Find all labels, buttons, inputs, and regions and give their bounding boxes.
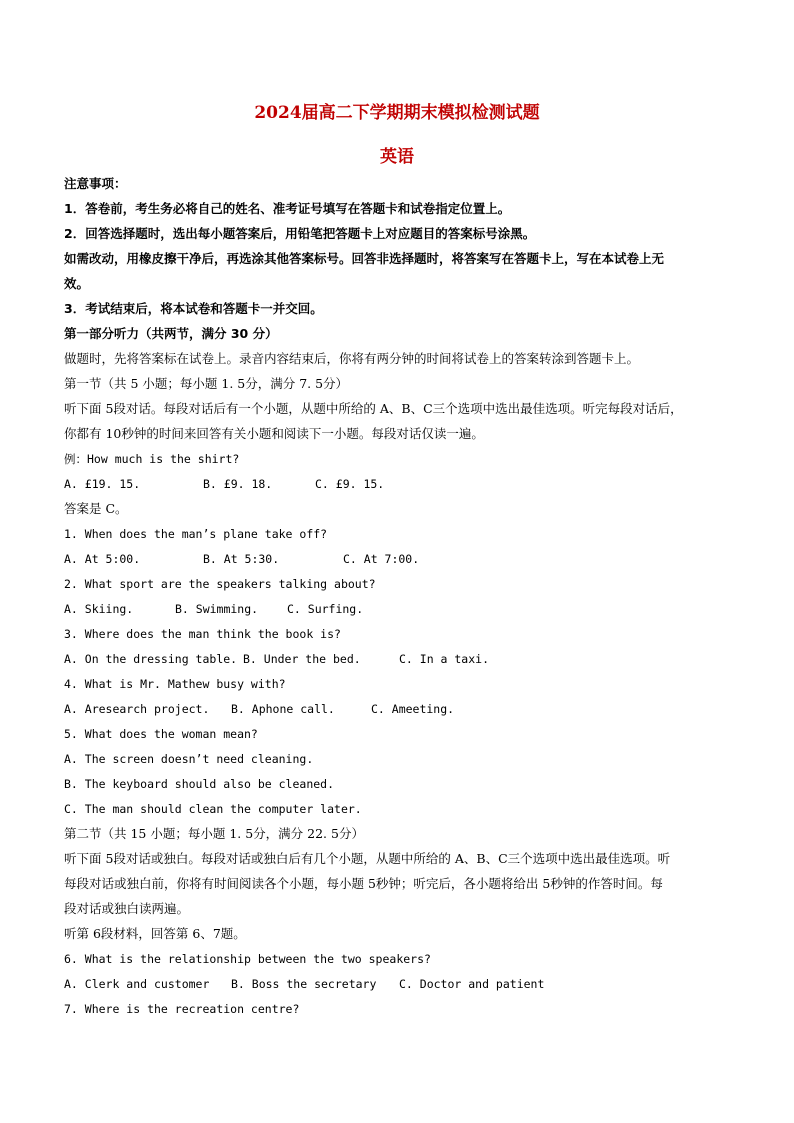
example-answer: 答案是 C。 — [64, 501, 128, 516]
note-item: 2．回答选择题时，选出每小题答案后，用铅笔把答题卡上对应题目的答案标号涂黑。 — [64, 226, 536, 241]
section2-instruction: 听下面 5段对话或独白。每段对话或独白后有几个小题，从题中所给的 A、B、C三个选项中选出最佳选项。听 — [64, 851, 671, 866]
option: B. Aphone call. — [231, 702, 335, 716]
subject-title: 英语 — [380, 147, 414, 167]
material-label: 听第 6段材料，回答第 6、7题。 — [64, 926, 246, 941]
question-6: 6. What is the relationship between the two speakers? — [64, 952, 431, 966]
example-question: 例：How much is the shirt? — [64, 452, 240, 466]
option: B. £9. 18. — [203, 477, 273, 491]
note-item: 如需改动，用橡皮擦干净后，再选涂其他答案标号。回答非选择题时，将答案写在答题卡上，写在本试卷上无 — [64, 251, 665, 266]
section1-instruction: 听下面 5段对话。每段对话后有一个小题，从题中所给的 A、B、C三个选项中选出最佳选项。听完每段对话后， — [64, 401, 683, 416]
part1-instruction: 做题时，先将答案标在试卷上。录音内容结束后，你将有两分钟的时间将试卷上的答案转涂到答题卡上。 — [64, 351, 640, 366]
question-7: 7. Where is the recreation centre? — [64, 1002, 300, 1016]
option: C. Doctor and patient — [399, 977, 545, 991]
question-3: 3. Where does the man think the book is? — [64, 627, 341, 641]
option: A. The screen doesn’t need cleaning. — [64, 752, 314, 766]
notes-heading: 注意事项： — [64, 176, 127, 191]
note-item: 3．考试结束后，将本试卷和答题卡一并交回。 — [64, 301, 323, 316]
exam-title: 2024届高二下学期期末模拟检测试题 — [254, 103, 540, 123]
question-1: 1. When does the man’s plane take off? — [64, 527, 328, 541]
option: C. Surfing. — [287, 602, 364, 616]
option: A. Skiing. — [64, 602, 134, 616]
option: B. Boss the secretary — [231, 977, 377, 991]
option: C. The man should clean the computer later. — [64, 802, 362, 816]
question-5: 5. What does the woman mean? — [64, 727, 258, 741]
option: A. Aresearch project. — [64, 702, 210, 716]
option: C. In a taxi. — [399, 652, 490, 666]
option: B. At 5:30. — [203, 552, 280, 566]
section2-instruction: 段对话或独白读两遍。 — [64, 901, 190, 916]
option: C. Ameeting. — [371, 702, 455, 716]
option: A. On the dressing table. — [64, 652, 238, 666]
option: C. At 7:00. — [343, 552, 420, 566]
option: B. Under the bed. — [243, 652, 361, 666]
section1-heading: 第一节（共 5 小题；每小题 1. 5分，满分 7. 5分） — [64, 376, 349, 391]
option: B. Swimming. — [175, 602, 259, 616]
option: A. At 5:00. — [64, 552, 141, 566]
note-item: 1．答卷前，考生务必将自己的姓名、准考证号填写在答题卡和试卷指定位置上。 — [64, 201, 511, 216]
part1-heading: 第一部分听力（共两节，满分 30 分） — [64, 326, 278, 341]
section2-heading: 第二节（共 15 小题；每小题 1. 5分，满分 22. 5分） — [64, 826, 364, 841]
option: B. The keyboard should also be cleaned. — [64, 777, 335, 791]
question-4: 4. What is Mr. Mathew busy with? — [64, 677, 286, 691]
option: A. Clerk and customer — [64, 977, 210, 991]
note-item: 效。 — [64, 276, 90, 291]
option: A. £19. 15. — [64, 477, 141, 491]
section2-instruction: 每段对话或独白前，你将有时间阅读各个小题，每小题 5秒钟；听完后，各小题将给出 5秒钟的作答时间。每 — [64, 876, 663, 891]
option: C. £9. 15. — [315, 477, 385, 491]
section1-instruction: 你都有 10秒钟的时间来回答有关小题和阅读下一小题。每段对话仅读一遍。 — [64, 426, 484, 441]
question-2: 2. What sport are the speakers talking about? — [64, 577, 376, 591]
